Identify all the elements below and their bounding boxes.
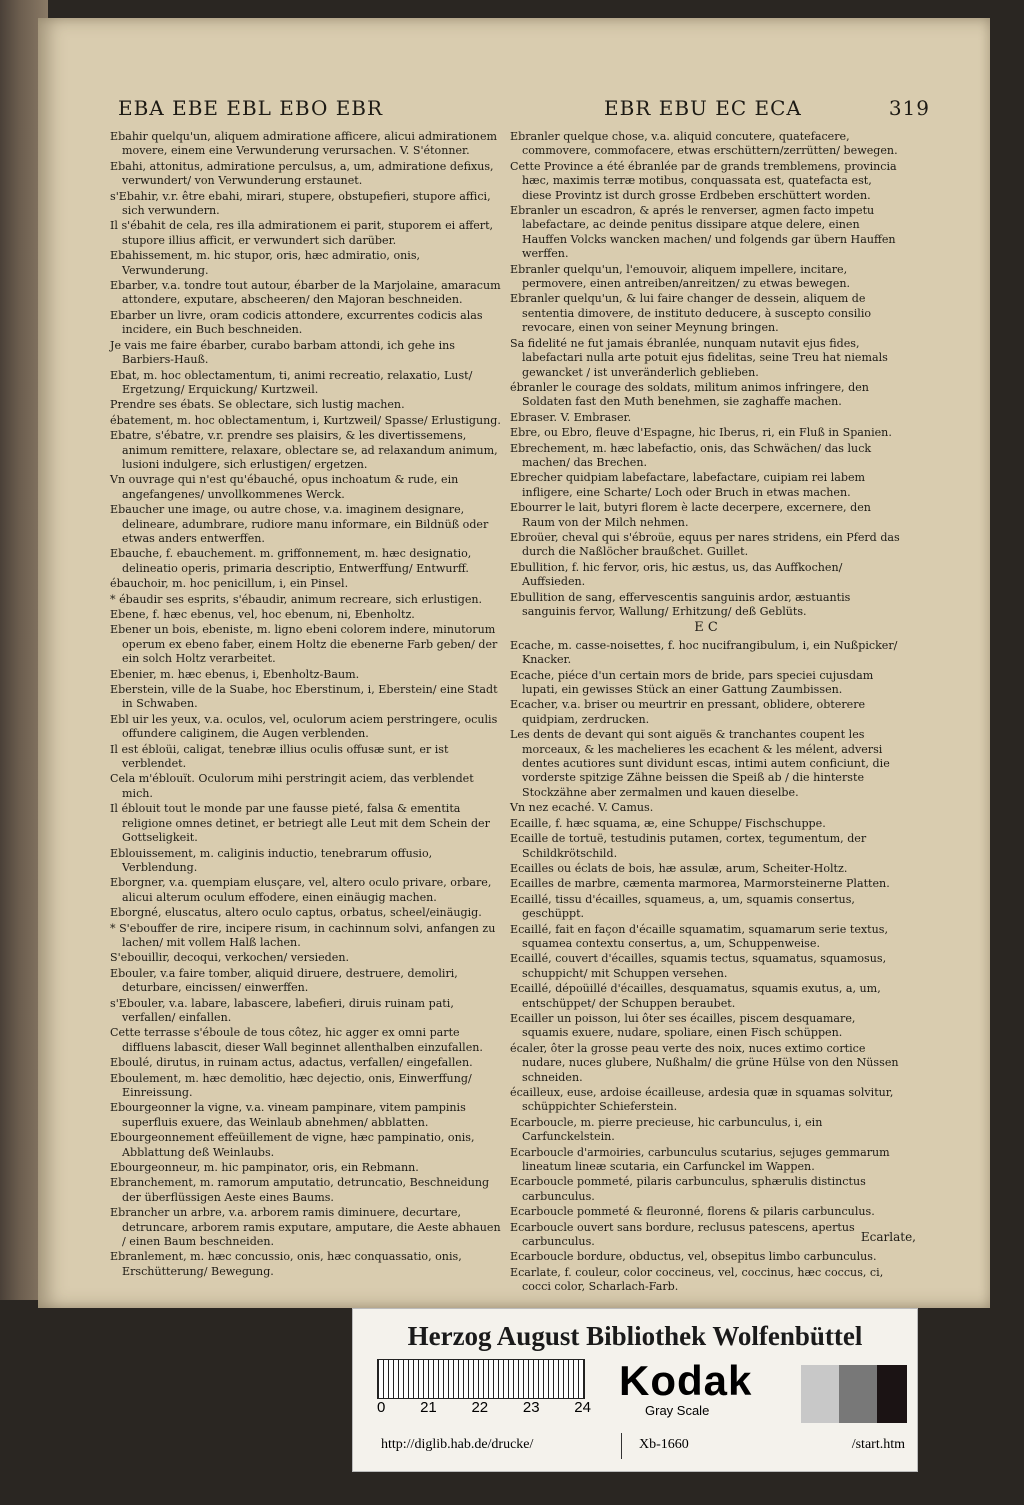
dictionary-entry: Ebourgeonner la vigne, v.a. vineam pampinare, vitem pampinis superfluis exuere, das Weinlaub abnehmen/ abblatten. — [110, 1101, 466, 1129]
dictionary-entry: Ebener un bois, ebeniste, m. ligno ebeni colorem indere, minutorum operum ex ebeno faber, einem Holtz die ebenerne Farb geben/ der ein solch Holtz verarbeitet. — [110, 623, 498, 666]
dictionary-entry: ébatement, m. hoc oblectamentum, i, Kurtzweil/ Spasse/ Erlustigung. — [110, 413, 501, 427]
dictionary-entry: Ecarboucle bordure, obductus, vel, obsepitus limbo carbunculus. — [510, 1250, 877, 1264]
dictionary-entry: Ebatre, s'ébatre, v.r. prendre ses plaisirs, & les divertissemens, animum remittere, relaxare, oblectare se, ad relaxandum animum, lusioni indulgere, sich erlustigen/ ergetzen. — [110, 429, 498, 471]
dictionary-entry: Il éblouit tout le monde par une fausse pieté, falsa & ementita religione omnes detinet, er betriegt alle Leut mit dem Schein der Gottseligkeit. — [110, 802, 490, 845]
dictionary-entry: Ecarboucle d'armoiries, carbunculus scutarius, sejuges gemmarum lineatum lineæ scutaria, ein Carfunckel im Wappen. — [510, 1145, 890, 1174]
running-head-right: EBR EBU EC ECA — [604, 96, 802, 120]
ruler-number: 21 — [420, 1399, 437, 1416]
color-calibration-card — [352, 1308, 918, 1472]
dictionary-entry: Ebahir quelqu'un, aliquem admiratione afficere, alicui admirationem movere, einem eine Verwunderung verursachen. V. S'étonner. — [110, 130, 498, 158]
dictionary-entry: Ecaillé, tissu d'écailles, squameus, a, um, squamis consertus, geschüppt. — [510, 892, 855, 921]
dictionary-entry: Ecaillé, couvert d'écailles, squamis tectus, squamatus, squamosus, schuppicht/ mit Schuppen versehen. — [510, 952, 887, 980]
kodak-logo: Kodak — [619, 1357, 753, 1404]
dictionary-entry: Ebullition de sang, effervescentis sanguinis ardor, æstuantis sanguinis fervor, Wallung/ Erhitzung/ deß Geblüts. — [510, 590, 851, 618]
dictionary-entry: ébranler le courage des soldats, militum animos infringere, den Soldaten fast den Muth benehmen, sie zaghaffe machen. — [510, 380, 869, 409]
dictionary-entry: Les dents de devant qui sont aiguës & tranchantes coupent les morceaux, & les machelieres les ecachent & les mélent, adversi dentes acutiores sunt dividunt escas, intimi autem conficiunt, die vorderste spitzige Zähne beissen die Speiß ab / die hinterste Stockzähne aber zermalmen und kauen dieselbe. — [510, 728, 890, 799]
dictionary-entry: Ebahissement, m. hic stupor, oris, hæc admiratio, onis, Verwunderung. — [110, 249, 421, 277]
dictionary-entry: * S'ebouffer de rire, incipere risum, in cachinnum solvi, anfangen zu lachen/ mit vollem Halß lachen. — [110, 921, 496, 949]
dictionary-entry: Eborgné, eluscatus, altero oculo captus, orbatus, scheel/einäugig. — [110, 906, 482, 920]
dictionary-entry: Ebranlement, m. hæc concussio, onis, hæc conquassatio, onis, Erschütterung/ Bewegung. — [110, 1250, 462, 1278]
dictionary-entry: Ebaucher une image, ou autre chose, v.a. imaginem designare, delineare, adumbrare, rudiore manu informare, ein Bildnüß oder etwas anders entwerffen. — [110, 503, 489, 545]
dictionary-entry: Vn ouvrage qui n'est qu'ébauché, opus inchoatum & rude, ein angefangenes/ unvollkommenes Werck. — [110, 473, 459, 501]
dictionary-entry: Ecache, m. casse-noisettes, f. hoc nucifrangibulum, i, ein Nußpicker/ Knacker. — [510, 638, 898, 667]
running-head-left: EBA EBE EBL EBO EBR — [118, 96, 384, 120]
dictionary-entry: Ebl uir les yeux, v.a. oculos, vel, oculorum aciem perstringere, oculis offundere caliginem, die Augen verblenden. — [110, 712, 498, 741]
dictionary-entry: Je vais me faire ébarber, curabo barbam attondi, ich gehe ins Barbiers-Hauß. — [110, 338, 455, 367]
dictionary-entry: Ecailles ou éclats de bois, hæ assulæ, arum, Scheiter-Holtz. — [510, 861, 848, 875]
dictionary-entry: Ecailler un poisson, lui ôter ses écailles, piscem desquamare, squamis exuere, nudare, spoliare, einen Fisch schüppen. — [510, 1011, 856, 1040]
dictionary-entry: Ebrecher quidpiam labefactare, labefactare, cuipiam rei labem infligere, eine Scharte/ Loch oder Bruch in etwas machen. — [510, 471, 866, 499]
measurement-ruler — [377, 1359, 585, 1399]
dictionary-entry: Ebroüer, cheval qui s'ébroüe, equus per nares stridens, ein Pferd das durch die Naßlöcher braußchet. Guillet. — [510, 530, 900, 559]
dictionary-entry: Ebrechement, m. hæc labefactio, onis, das Schwächen/ das luck machen/ das Brechen. — [510, 441, 872, 469]
ruler-numbers — [377, 1399, 591, 1416]
dictionary-entry: Ebauche, f. ebauchement. m. griffonnement, m. hæc designatio, delineatio operis, primaria descriptio, Entwerffung/ Entwurff. — [110, 547, 472, 575]
dictionary-entry: Ebrancher un arbre, v.a. arborem ramis diminuere, decurtare, detruncare, arborem ramis exputare, amputare, die Aeste abhauen / einen Baum beschneiden. — [110, 1206, 501, 1249]
running-head — [118, 96, 930, 122]
dictionary-entry: * ébaudir ses esprits, s'ébaudir, animum recreare, sich erlustigen. — [110, 592, 483, 606]
dictionary-page — [38, 18, 990, 1308]
dictionary-entry: Cette Province a été ébranlée par de grands tremblemens, provincia hæc, maximis terræ motibus, conquassata est, quatefacta est, diese Provintz ist durch grosse Erdbeben erschüttert worden. — [510, 159, 897, 202]
page-number: 319 — [888, 96, 930, 120]
dictionary-entry: Ebranler quelqu'un, l'emouvoir, aliquem impellere, incitare, permovere, einen antreiben/anreitzen/ zu etwas bewegen. — [510, 262, 850, 291]
dictionary-entry: Ebre, ou Ebro, fleuve d'Espagne, hic Iberus, ri, ein Fluß in Spanien. — [510, 426, 892, 440]
dictionary-entry: Ebarber, v.a. tondre tout autour, ébarber de la Marjolaine, amaracum attondere, exputare, abscheeren/ den Majoran beschneiden. — [110, 279, 501, 307]
dictionary-entry: Ebranler un escadron, & aprés le renverser, agmen facto impetu labefactare, ac deinde penitus dissipare atque delere, einen Hauffen Volcks wancken machen/ und folgends gar übern Hauffen werffen. — [510, 204, 896, 261]
dictionary-entry: Ecacher, v.a. briser ou meurtrir en pressant, oblidere, obterere quidpiam, zerdrucken. — [510, 698, 866, 726]
dictionary-entry: Ebranler quelque chose, v.a. aliquid concutere, quatefacere, commovere, commofacere, etwas erschüttern/zerrütten/ bewegen. — [510, 130, 898, 158]
dictionary-entry: Ebranchement, m. ramorum amputatio, detruncatio, Beschneidung der überflüssigen Aeste eines Baums. — [110, 1176, 490, 1204]
gray-swatch-dark — [877, 1365, 907, 1423]
dictionary-entry: écailleux, euse, ardoise écailleuse, ardesia quæ in squamas solvitur, schüppichter Schieferstein. — [510, 1086, 894, 1114]
gray-swatch-light — [801, 1365, 839, 1423]
ruler-number: 0 — [377, 1399, 386, 1416]
dictionary-entry: Sa fidelité ne fut jamais ébranlée, nunquam nutavit ejus fides, labefactari nulla arte potuit ejus fidelitas, seine Treu hat niemals gewancket / ist unveränderlich geblieben. — [510, 336, 888, 379]
gray-scale-label: Gray Scale — [645, 1403, 710, 1418]
dictionary-entry: s'Ebahir, v.r. être ebahi, mirari, stupere, obstupefieri, stupore affici, sich verwundern. — [110, 189, 491, 218]
dictionary-entry: Ebene, f. hæc ebenus, vel, hoc ebenum, ni, Ebenholtz. — [110, 608, 415, 621]
dictionary-entry: Eborgner, v.a. quempiam elusçare, vel, altero oculo privare, orbare, alicui alterum oculum effodere, einen einäugig machen. — [110, 876, 492, 904]
dictionary-entry: Ecarboucle pommeté & fleuronné, florens & pilaris carbunculus. — [510, 1205, 875, 1219]
dictionary-entry: Ebahi, attonitus, admiratione perculsus, a, um, admiratione defixus, verwundert/ von Verwunderung erstaunet. — [110, 159, 494, 188]
dictionary-entry: Eblouissement, m. caliginis inductio, tenebrarum offusio, Verblendung. — [110, 846, 433, 874]
dictionary-entry: Ecaille, f. hæc squama, æ, eine Schuppe/ Fischschuppe. — [510, 816, 826, 830]
dictionary-entry: écaler, ôter la grosse peau verte des noix, nuces extimo cortice nudare, nuces glubere, Nußhalm/ die grüne Hülse von den Nüssen schneiden. — [510, 1041, 899, 1084]
dictionary-entry: Ecache, piéce d'un certain mors de bride, pars speciei cujusdam lupati, ein gewisses Stück an einer Gattung Zaumbissen. — [510, 668, 874, 697]
dictionary-entry: Ebourgeonnement effeüillement de vigne, hæc pampinatio, onis, Abblattung deß Weinlaubs. — [110, 1131, 475, 1159]
dictionary-entry: Ebranler quelqu'un, & lui faire changer de dessein, aliquem de sententia dimovere, de instituto deducere, à suscepto consilio revocare, einen von seiner Meynung bringen. — [510, 292, 872, 335]
dictionary-entry: Il s'ébahit de cela, res illa admirationem ei parit, stuporem ei affert, stupore illius afficit, er verwundert sich darüber. — [110, 219, 494, 247]
library-name: Herzog August Bibliothek Wolfenbüttel — [407, 1321, 863, 1351]
gray-swatch-mid — [839, 1365, 877, 1423]
dictionary-entry: Ecarlate, f. couleur, color coccineus, vel, coccinus, hæc coccus, ci, cocci color, Scharlach-Farb. — [510, 1265, 884, 1294]
dictionary-entry: Ecarboucle pommeté, pilaris carbunculus, sphærulis distinctus carbunculus. — [510, 1175, 866, 1203]
dictionary-entry: Ebourgeonneur, m. hic pampinator, oris, ein Rebmann. — [110, 1161, 419, 1175]
catchword: Ecarlate, — [860, 1230, 916, 1244]
dictionary-entry: Ebullition, f. hic fervor, oris, hic æstus, us, das Auffkochen/ Auffsieden. — [510, 560, 843, 589]
source-url: http://diglib.hab.de/drucke/ — [381, 1437, 534, 1452]
dictionary-entry: Cela m'éblouït. Oculorum mihi perstringit aciem, das verblendet mich. — [110, 772, 474, 800]
dictionary-entry: Ecaillé, dépoüillé d'écailles, desquamatus, squamis exutus, a, um, entschüppet/ der Schuppen beraubet. — [510, 982, 881, 1010]
dictionary-entry: Ebat, m. hoc oblectamentum, ti, animi recreatio, relaxatio, Lust/ Ergetzung/ Erquickung/ Kurtzweil. — [110, 368, 473, 396]
dictionary-entry: Prendre ses ébats. Se oblectare, sich lustig machen. — [110, 398, 405, 412]
dictionary-entry: Ecarboucle ouvert sans bordure, reclusus patescens, apertus carbunculus. — [510, 1220, 855, 1249]
dictionary-entry: Ecarboucle, m. pierre precieuse, hic carbunculus, i, ein Carfunckelstein. — [510, 1115, 823, 1144]
dictionary-entry: Eberstein, ville de la Suabe, hoc Eberstinum, i, Eberstein/ eine Stadt in Schwaben. — [110, 683, 498, 711]
start-page-path: /start.htm — [851, 1437, 905, 1452]
ruler-number: 22 — [471, 1399, 489, 1416]
dictionary-entry: Ecaille de tortuë, testudinis putamen, cortex, tegumentum, der Schildkrötschild. — [510, 832, 867, 860]
left-column — [110, 130, 502, 1280]
shelfmark: Xb-1660 — [639, 1437, 689, 1452]
dictionary-entry: S'ebouillir, decoqui, verkochen/ versieden. — [110, 951, 350, 965]
dictionary-entry: Eboulé, dirutus, in ruinam actus, adactus, verfallen/ eingefallen. — [110, 1056, 473, 1070]
dictionary-entry: Ecailles de marbre, cæmenta marmorea, Marmorsteinerne Platten. — [510, 877, 890, 891]
dictionary-entry: Cette terrasse s'éboule de tous côtez, hic agger ex omni parte diffluens labascit, dieser Wall beginnet allenthalben einzufallen. — [110, 1026, 483, 1054]
right-column — [510, 130, 902, 1296]
dictionary-entry: Ecaillé, fait en façon d'écaille squamatim, squamarum serie textus, squamea contextu consertus, a, um, Schuppenweise. — [510, 922, 888, 950]
ruler-number: 24 — [574, 1399, 591, 1416]
dictionary-entry: Vn nez ecaché. V. Camus. — [510, 801, 654, 815]
section-heading-ec: E C — [694, 620, 718, 636]
dictionary-entry: s'Ebouler, v.a. labare, labascere, labefieri, diruis ruinam pati, verfallen/ einfallen. — [110, 996, 454, 1024]
dictionary-entry: Ebarber un livre, oram codicis attondere, excurrentes codicis alas incidere, ein Buch beschneiden. — [110, 308, 483, 337]
ruler-number: 23 — [522, 1399, 540, 1416]
divider — [621, 1433, 622, 1459]
dictionary-entry: Ebourrer le lait, butyri florem è lacte decerpere, excernere, den Raum von der Milch nehmen. — [510, 501, 871, 529]
dictionary-entry: Ebraser. V. Embraser. — [510, 410, 632, 424]
dictionary-entry: ébauchoir, m. hoc penicillum, i, ein Pinsel. — [110, 577, 349, 591]
dictionary-entry: Eboulement, m. hæc demolitio, hæc dejectio, onis, Einwerffung/ Einreissung. — [110, 1071, 472, 1099]
dictionary-entry: Ebouler, v.a faire tomber, aliquid diruere, destruere, demoliri, deturbare, eincissen/ einwerffen. — [110, 966, 458, 995]
dictionary-entry: Il est ébloüi, caligat, tenebræ illius oculis offusæ sunt, er ist verblendet. — [110, 742, 449, 771]
dictionary-entry: Ebenier, m. hæc ebenus, i, Ebenholtz-Baum. — [110, 667, 360, 681]
